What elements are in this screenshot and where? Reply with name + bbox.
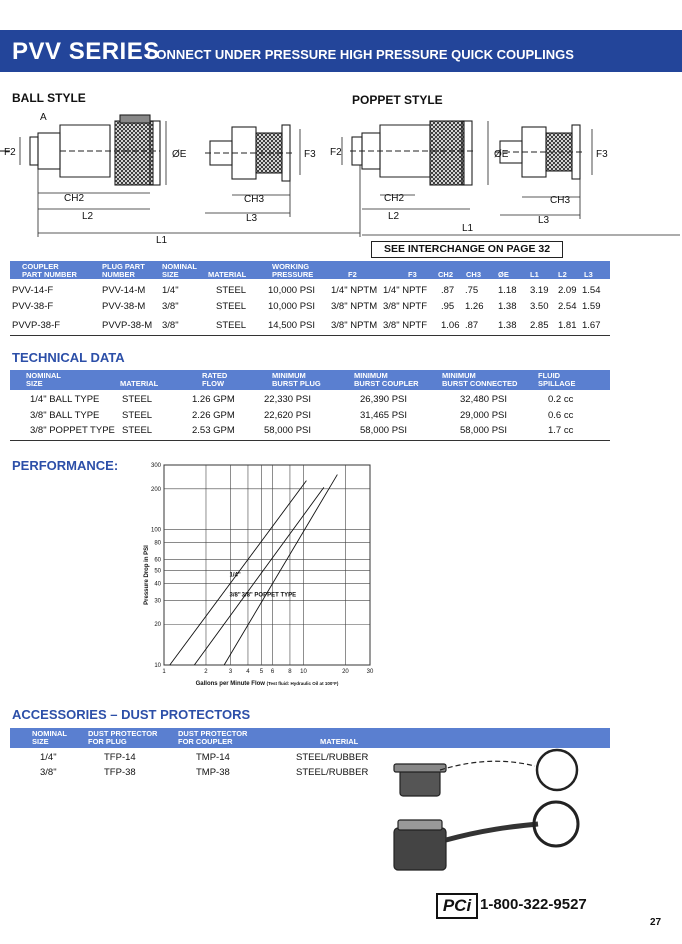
dim-f2-poppet: F2 xyxy=(330,147,342,158)
tech-cell: 58,000 PSI xyxy=(360,425,408,436)
main-header-11-line2: L2 xyxy=(558,270,567,279)
main-cell: 1/4" NPTF xyxy=(383,285,428,296)
chart-x-tick-label: 4 xyxy=(246,669,250,675)
dim-l2-poppet: L2 xyxy=(388,211,400,222)
accessories-table-header xyxy=(10,728,610,748)
tech-header-1-line2: MATERIAL xyxy=(120,379,159,388)
dim-oe-ball: ØE xyxy=(172,149,187,160)
main-cell: .87 xyxy=(441,285,455,296)
acc-cell: STEEL/RUBBER xyxy=(296,767,369,778)
dim-ch3-ball: CH3 xyxy=(244,194,265,205)
chart-x-tick-label: 20 xyxy=(342,669,349,675)
main-cell: PVVP-38-F xyxy=(12,320,61,331)
chart-y-tick-label: 20 xyxy=(154,622,161,629)
main-cell: 14,500 PSI xyxy=(268,320,316,331)
main-cell: 1.38 xyxy=(498,320,517,331)
chart-y-tick-label: 50 xyxy=(154,568,161,575)
tech-cell: 2.53 GPM xyxy=(192,425,235,436)
main-cell: 1.54 xyxy=(582,285,601,296)
tech-cell: 29,000 PSI xyxy=(460,410,508,421)
chart-x-tick-label: 8 xyxy=(288,669,292,675)
chart-x-axis-title: Gallons per Minute Flow xyxy=(195,681,267,687)
poppet-coupler-drawing xyxy=(350,121,475,185)
dim-l1-ball: L1 xyxy=(156,235,168,246)
main-cell: 1.38 xyxy=(498,301,517,312)
phone-number: 1-800-322-9527 xyxy=(480,896,587,913)
coupling-drawings xyxy=(0,105,682,255)
dim-oe-poppet: ØE xyxy=(494,149,509,160)
main-cell: 1.06 xyxy=(441,320,460,331)
main-header-5-line2: F2 xyxy=(348,270,357,279)
main-header-1-line1: PLUG PART xyxy=(102,262,145,271)
acc-header-0-line2: SIZE xyxy=(32,737,49,746)
chart-y-tick-label: 100 xyxy=(150,527,161,534)
main-header-2-line2: SIZE xyxy=(162,270,179,279)
main-header-1-line2: NUMBER xyxy=(102,270,135,279)
main-cell: 1/4" xyxy=(162,285,179,296)
main-header-2-line1: NOMINAL xyxy=(162,262,197,271)
main-cell: 1.67 xyxy=(582,320,601,331)
dim-f3-poppet: F3 xyxy=(596,149,608,160)
tech-header-0-line2: SIZE xyxy=(26,379,43,388)
main-row xyxy=(0,320,682,334)
poppet-plug-drawing xyxy=(495,125,585,179)
main-row xyxy=(0,285,682,299)
tech-header-2-line1: RATED xyxy=(202,371,228,380)
acc-cell: STEEL/RUBBER xyxy=(296,752,369,763)
pci-logo: PCi xyxy=(436,893,478,919)
tech-row xyxy=(0,410,682,424)
main-cell: .87 xyxy=(465,320,479,331)
main-cell: .75 xyxy=(465,285,479,296)
tech-row xyxy=(0,425,682,439)
main-cell: 10,000 PSI xyxy=(268,301,316,312)
main-header-4-line2: PRESSURE xyxy=(272,270,314,279)
tech-cell: STEEL xyxy=(122,394,153,405)
dim-f2-ball: F2 xyxy=(4,147,16,158)
acc-header-2-line1: DUST PROTECTOR xyxy=(178,729,248,738)
chart-x-axis-note: (Test fluid: Hydraulic Oil at 100°F) xyxy=(266,681,339,686)
tech-cell: 22,330 PSI xyxy=(264,394,312,405)
main-cell: 1.59 xyxy=(582,301,601,312)
main-cell: 1.18 xyxy=(498,285,517,296)
main-cell: 3/8" NPTM xyxy=(331,301,378,312)
dim-ch3-poppet: CH3 xyxy=(550,195,571,206)
chart-y-tick-label: 200 xyxy=(150,486,161,493)
technical-table-rule xyxy=(10,440,610,441)
main-cell: 10,000 PSI xyxy=(268,285,316,296)
tech-cell: 26,390 PSI xyxy=(360,394,408,405)
ball-coupler-drawing xyxy=(0,115,160,185)
acc-header-0-line1: NOMINAL xyxy=(32,729,67,738)
main-cell: 2.85 xyxy=(530,320,549,331)
acc-header-1-line2: FOR PLUG xyxy=(88,737,127,746)
tech-cell: 32,480 PSI xyxy=(460,394,508,405)
main-header-0-line1: COUPLER xyxy=(22,262,59,271)
tech-cell: 22,620 PSI xyxy=(264,410,312,421)
chart-series-label: 3/8" POPPET TYPE xyxy=(241,592,297,599)
main-cell: STEEL xyxy=(216,320,247,331)
chart-x-tick-label: 1 xyxy=(162,669,166,675)
tech-header-3-line2: BURST PLUG xyxy=(272,379,321,388)
chart-y-axis-label: Pressure Drop in PSI xyxy=(144,545,150,605)
chart-x-tick-label: 2 xyxy=(204,669,208,675)
tech-cell: 2.26 GPM xyxy=(192,410,235,421)
main-table-rule xyxy=(10,335,610,336)
main-cell: 3.19 xyxy=(530,285,549,296)
dim-ch2-ball: CH2 xyxy=(64,193,85,204)
main-header-6-line2: F3 xyxy=(408,270,417,279)
dim-l2-ball: L2 xyxy=(82,211,94,222)
chart-y-tick-label: 80 xyxy=(154,540,161,547)
tech-cell: 3/8" POPPET TYPE xyxy=(30,425,115,436)
dust-protector-illustration xyxy=(380,748,590,878)
chart-y-tick-label: 300 xyxy=(150,463,161,469)
chart-y-tick-label: 40 xyxy=(154,581,161,588)
main-cell: 3/8" NPTF xyxy=(383,301,428,312)
accessories-title: ACCESSORIES – DUST PROTECTORS xyxy=(12,707,251,722)
technical-data-title: TECHNICAL DATA xyxy=(12,350,125,365)
main-header-10-line2: L1 xyxy=(530,270,539,279)
performance-chart xyxy=(130,455,390,695)
main-cell: PVV-14-F xyxy=(12,285,54,296)
acc-cell: TFP-38 xyxy=(104,767,136,778)
main-cell: 3/8" NPTM xyxy=(331,320,378,331)
main-header-9-line2: ØE xyxy=(498,270,509,279)
main-cell: 3/8" xyxy=(162,301,179,312)
main-header-8-line2: CH3 xyxy=(466,270,482,279)
tech-cell: 58,000 PSI xyxy=(264,425,312,436)
chart-y-tick-label: 10 xyxy=(154,663,161,669)
main-header-0-line2: PART NUMBER xyxy=(22,270,77,279)
series-banner xyxy=(0,30,682,72)
chart-x-tick-label: 3 xyxy=(228,669,233,675)
main-cell: 3/8" xyxy=(162,320,179,331)
main-row xyxy=(0,301,682,315)
tech-header-0-line1: NOMINAL xyxy=(26,371,61,380)
tech-header-4-line1: MINIMUM xyxy=(354,371,388,380)
main-cell: 1.81 xyxy=(558,320,577,331)
ball-plug-drawing xyxy=(205,125,295,181)
chart-series-label: 3/8" xyxy=(229,592,241,599)
dim-f3-ball: F3 xyxy=(304,149,316,160)
main-cell: 3/8" NPTF xyxy=(383,320,428,331)
performance-title: PERFORMANCE: xyxy=(12,458,119,473)
dim-l3-poppet: L3 xyxy=(538,215,550,226)
tech-header-4-line2: BURST COUPLER xyxy=(354,379,419,388)
chart-x-tick-label: 6 xyxy=(270,669,275,675)
tech-header-3-line1: MINIMUM xyxy=(272,371,306,380)
tech-cell: STEEL xyxy=(122,425,153,436)
poppet-style-label: POPPET STYLE xyxy=(352,93,443,107)
main-cell: PVVP-38-M xyxy=(102,320,153,331)
main-cell: 1.26 xyxy=(465,301,484,312)
main-table-header xyxy=(10,261,610,279)
dim-ch2-poppet: CH2 xyxy=(384,193,405,204)
tech-cell: 1/4" BALL TYPE xyxy=(30,394,100,405)
dim-a: A xyxy=(40,112,47,123)
acc-cell: 1/4" xyxy=(40,752,57,763)
chart-x-axis-label xyxy=(196,681,339,687)
tech-header-6-line1: FLUID xyxy=(538,371,561,380)
main-header-3-line2: MATERIAL xyxy=(208,270,247,279)
tech-header-5-line1: MINIMUM xyxy=(442,371,476,380)
tech-cell: 1.7 cc xyxy=(548,425,574,436)
chart-x-tick-label: 30 xyxy=(366,669,374,675)
acc-cell: TFP-14 xyxy=(104,752,136,763)
tech-cell: 3/8" BALL TYPE xyxy=(30,410,100,421)
tech-row xyxy=(0,394,682,408)
tech-header-6-line2: SPILLAGE xyxy=(538,379,576,388)
tech-cell: 31,465 PSI xyxy=(360,410,408,421)
acc-header-2-line2: FOR COUPLER xyxy=(178,737,233,746)
tech-cell: 1.26 GPM xyxy=(192,394,235,405)
chart-y-tick-label: 60 xyxy=(154,557,161,564)
dim-l1-poppet: L1 xyxy=(462,223,474,234)
main-cell: 2.09 xyxy=(558,285,577,296)
ball-style-label: BALL STYLE xyxy=(12,91,86,105)
tech-cell: 0.6 cc xyxy=(548,410,574,421)
tech-cell: STEEL xyxy=(122,410,153,421)
acc-cell: TMP-14 xyxy=(196,752,230,763)
dim-l3-ball: L3 xyxy=(246,213,258,224)
main-cell: PVV-38-F xyxy=(12,301,54,312)
series-title: PVV SERIES xyxy=(12,38,160,65)
tech-header-5-line2: BURST CONNECTED xyxy=(442,379,518,388)
series-subtitle: CONNECT UNDER PRESSURE HIGH PRESSURE QUICK COUPLINGS xyxy=(147,47,574,62)
main-cell: STEEL xyxy=(216,285,247,296)
page-number: 27 xyxy=(650,917,662,928)
main-cell: 3.50 xyxy=(530,301,549,312)
acc-header-1-line1: DUST PROTECTOR xyxy=(88,729,158,738)
interchange-note: SEE INTERCHANGE ON PAGE 32 xyxy=(371,241,563,258)
chart-y-tick-label: 30 xyxy=(154,598,161,605)
tech-cell: 58,000 PSI xyxy=(460,425,508,436)
chart-series-label: 1/4" xyxy=(229,572,241,579)
main-cell: 2.54 xyxy=(558,301,577,312)
chart-x-tick-label: 10 xyxy=(300,669,307,675)
chart-x-tick-label: 5 xyxy=(259,669,264,675)
tech-cell: 0.2 cc xyxy=(548,394,574,405)
main-header-7-line2: CH2 xyxy=(438,270,454,279)
acc-cell: TMP-38 xyxy=(196,767,230,778)
main-cell: STEEL xyxy=(216,301,247,312)
acc-header-3-line2: MATERIAL xyxy=(320,737,359,746)
technical-table-header xyxy=(10,370,610,390)
main-cell: PVV-38-M xyxy=(102,301,146,312)
main-header-12-line2: L3 xyxy=(584,270,593,279)
tech-header-2-line2: FLOW xyxy=(202,379,225,388)
main-cell: .95 xyxy=(441,301,455,312)
main-cell: PVV-14-M xyxy=(102,285,146,296)
main-cell: 1/4" NPTM xyxy=(331,285,378,296)
acc-cell: 3/8" xyxy=(40,767,57,778)
main-header-4-line1: WORKING xyxy=(272,262,310,271)
